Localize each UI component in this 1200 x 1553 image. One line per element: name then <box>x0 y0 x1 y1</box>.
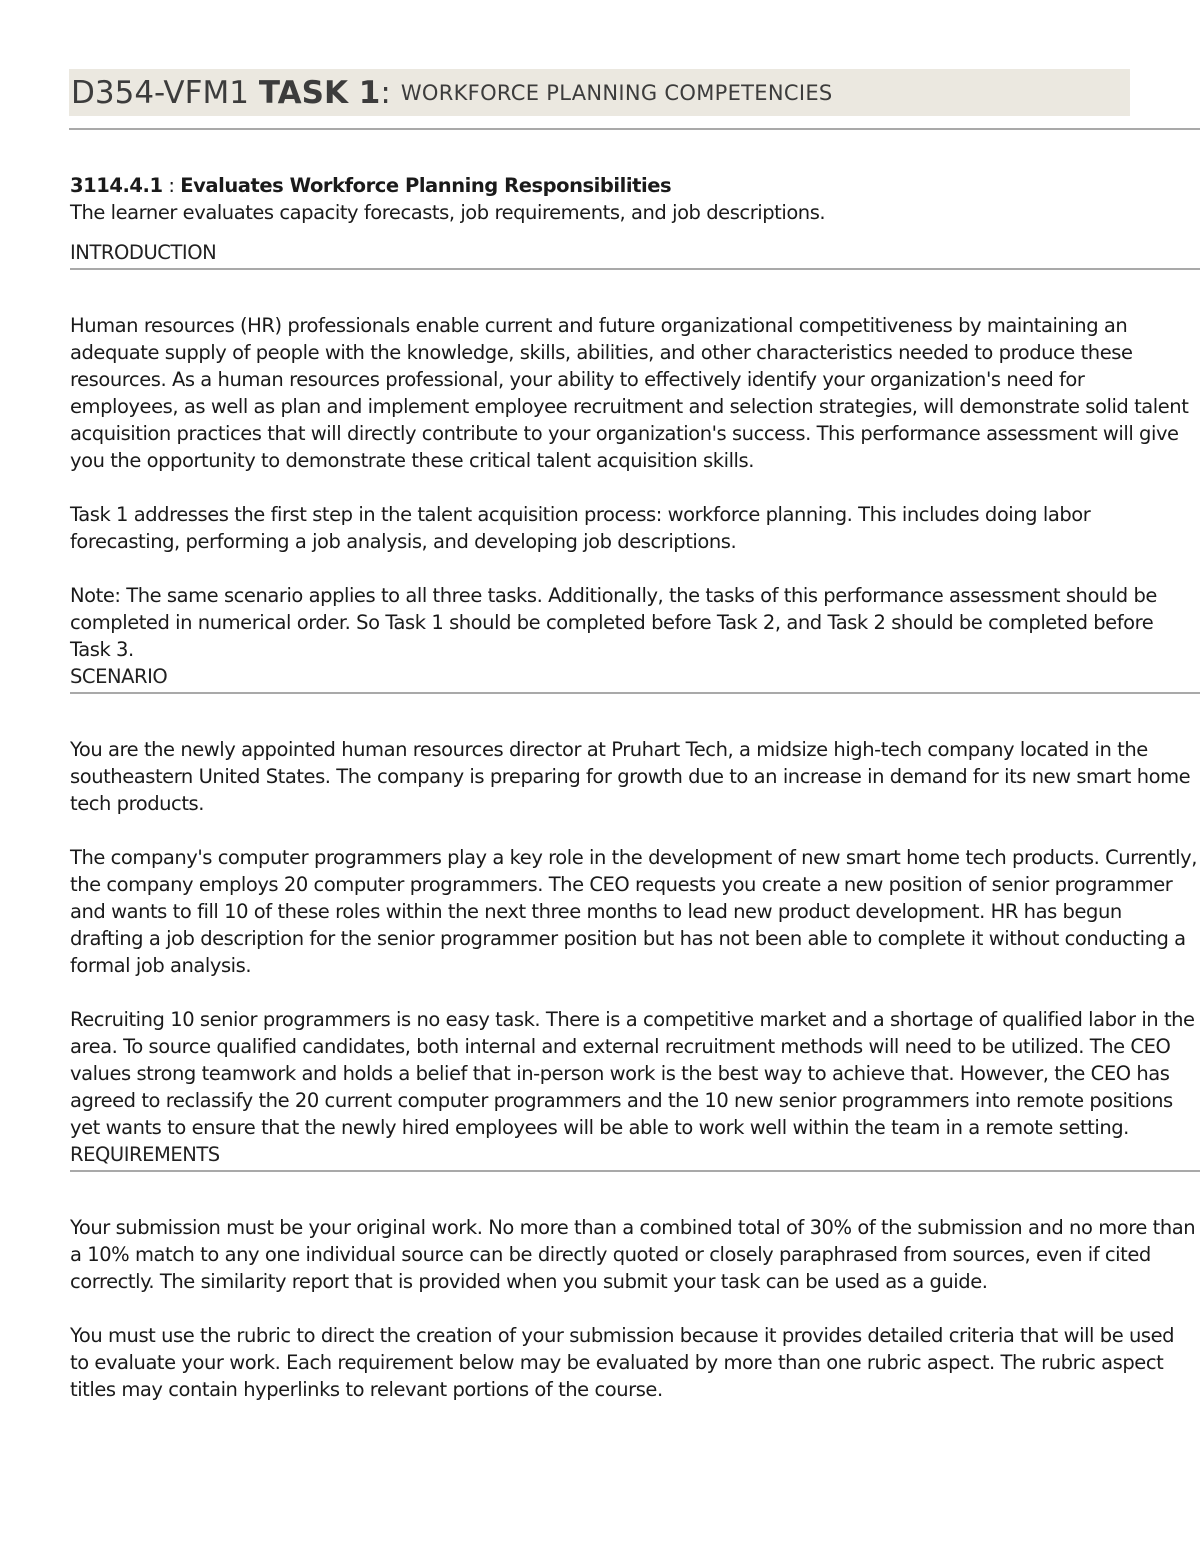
section-heading-requirements: REQUIREMENTS <box>70 1141 1200 1172</box>
competency-separator: : <box>162 174 181 197</box>
intro-paragraph: Human resources (HR) professionals enable current and future organizational competitiveness by maintaining an adequate supply of people with the knowledge, skills, abilities, and other characteristics needed to produce these resources. As a human resources professional, your ability to effectively identify your organization's need for employees, as well as plan and implement employee recruitment and selection strategies, will demonstrate solid talent acquisition practices that will directly contribute to your organization's success. This performance assessment will give you the opportunity to demonstrate these critical talent acquisition skills. <box>70 314 1189 472</box>
scenario-paragraph: You are the newly appointed human resources director at Pruhart Tech, a midsize high-tech company located in the southeastern United States. The company is preparing for growth due to an increase in demand for its new smart home tech products. <box>70 738 1191 815</box>
task-subtitle: WORKFORCE PLANNING COMPETENCIES <box>400 80 833 105</box>
document-body <box>70 172 1198 1403</box>
title-colon: : <box>380 74 391 111</box>
competency-title: Evaluates Workforce Planning Responsibilities <box>180 174 672 197</box>
requirements-paragraph: Your submission must be your original work. No more than a combined total of 30% of the submission and no more than a 10% match to any one individual source can be directly quoted or closely paraphrased from sources, even if cited correctly. The similarity report that is provided when you submit your task can be used as a guide. <box>70 1216 1196 1293</box>
title-divider <box>69 128 1200 130</box>
section-heading-introduction: INTRODUCTION <box>70 226 1200 270</box>
intro-paragraph: Note: The same scenario applies to all three tasks. Additionally, the tasks of this performance assessment should be completed in numerical order. So Task 1 should be completed before Task 2, and Task 2 should be completed before Task 3. <box>70 584 1157 661</box>
task-title-banner <box>69 69 1130 116</box>
intro-paragraph: Task 1 addresses the first step in the talent acquisition process: workforce planning. This includes doing labor forecasting, performing a job analysis, and developing job descriptions. <box>70 503 1091 553</box>
scenario-paragraph: Recruiting 10 senior programmers is no easy task. There is a competitive market and a shortage of qualified labor in the area. To source qualified candidates, both internal and external recruitment methods will need to be utilized. The CEO values strong teamwork and holds a belief that in-person work is the best way to achieve that. However, the CEO has agreed to reclassify the 20 current computer programmers and the 10 new senior programmers into remote positions yet wants to ensure that the newly hired employees will be able to work well within the team in a remote setting. <box>70 1008 1195 1139</box>
competency-heading <box>70 172 1198 199</box>
section-heading-scenario: SCENARIO <box>70 663 1200 694</box>
scenario-paragraph: The company's computer programmers play a key role in the development of new smart home tech products. Currently, the company employs 20 computer programmers. The CEO requests you create a new position of senior programmer and wants to fill 10 of these roles within the next three months to lead new product development. HR has begun drafting a job description for the senior programmer position but has not been able to complete it without conducting a formal job analysis. <box>70 846 1197 977</box>
requirements-paragraph: You must use the rubric to direct the creation of your submission because it provides detailed criteria that will be used to evaluate your work. Each requirement below may be evaluated by more than one rubric aspect. The rubric aspect titles may contain hyperlinks to relevant portions of the course. <box>70 1324 1175 1401</box>
competency-code: 3114.4.1 <box>70 174 163 197</box>
course-code: D354-VFM1 <box>71 74 249 111</box>
task-label: TASK 1 <box>258 74 381 111</box>
competency-description: The learner evaluates capacity forecasts, job requirements, and job descriptions. <box>70 201 826 224</box>
